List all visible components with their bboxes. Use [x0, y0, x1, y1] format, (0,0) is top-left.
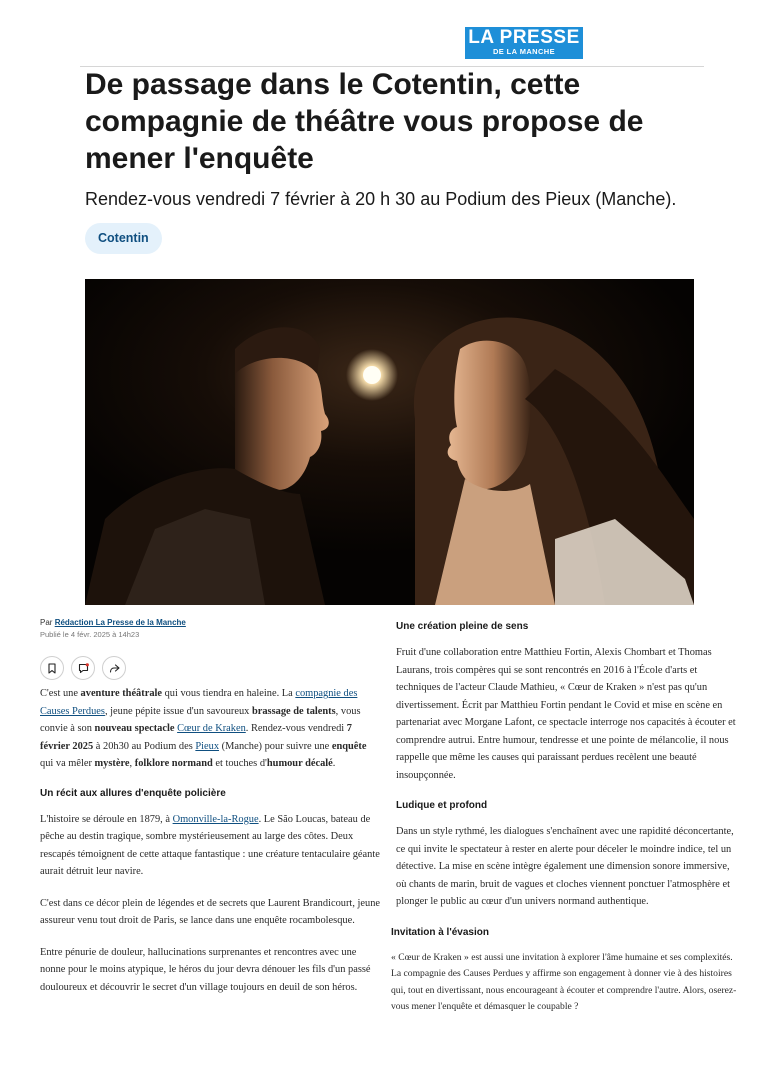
- article-subtitle: Rendez-vous vendredi 7 février à 20 h 30 au Podium des Pieux (Manche).: [85, 189, 677, 209]
- section-heading: Invitation à l'évasion: [391, 926, 489, 938]
- publish-date: Publié le 4 févr. 2025 à 14h23: [40, 630, 140, 639]
- byline: [40, 618, 186, 627]
- comment-button[interactable]: [71, 656, 95, 680]
- section-heading: Ludique et profond: [396, 800, 488, 811]
- author-link[interactable]: Rédaction La Presse de la Manche: [54, 618, 186, 627]
- bookmark-icon: [47, 663, 57, 674]
- link-omonville[interactable]: Omonville-la-Rogue: [172, 813, 259, 825]
- bookmark-button[interactable]: [40, 656, 64, 680]
- brand-logo-line1: LA PRESSE: [468, 27, 580, 48]
- share-icon: [109, 663, 120, 674]
- article-actions: [40, 656, 126, 680]
- share-button[interactable]: [102, 656, 126, 680]
- article-body-right: [391, 620, 740, 1031]
- section-heading: Une création pleine de sens: [396, 621, 529, 632]
- intro-paragraph: C'est une aventure théâtrale qui vous tiendra en haleine. La compagnie des Causes Perdues, jeune pépite issue d'un savoureux brassage de talents, vous convie à son nouveau spectacle Cœur de Kraken. Rendez-vous vendredi 7 février 2025 à 20h30 au Podium des Pieux (Manche) pour suivre une enquête qui va mêler mystère, folklore normand et touches d'humour décalé.: [40, 688, 367, 769]
- article-body-left: [40, 685, 382, 1010]
- link-coeur-de-kraken[interactable]: Cœur de Kraken: [177, 723, 246, 734]
- paragraph: Fruit d'une collaboration entre Matthieu Fortin, Alexis Chombart et Thomas Laurans, trois compères qui se sont rencontrés en 2016 à l'École d'arts et techniques de l'acteur Claude Mathieu, « Cœur de Kraken » n'est pas qu'un divertissement. Écrit par Matthieu Fortin pendant le Covid et mise en scène en partenariat avec Morgane Lafont, ce spectacle interroge nos capacités à écouter et comprendre autrui. Entre humour, tendresse et une pointe de mélancolie, il nous rappelle que même les causes qui paraissant perdues recèlent une beauté insoupçonnée.: [396, 647, 736, 781]
- paragraph: « Cœur de Kraken » est aussi une invitation à explorer l'âme humaine et ses complexités. La compagnie des Causes Perdues y affirme son engagement à donner vie à des histoires qui, tout en divertissant, nous encourageant à écouter et comprendre l'autre. Alors, oserez-vous mener l'enquête et démasquer le coupable ?: [391, 951, 737, 1012]
- paragraph: C'est dans ce décor plein de légendes et de secrets que Laurent Brandicourt, jeune assureur venu tout droit de Paris, se lance dans une enquête rocambolesque.: [40, 897, 381, 926]
- section-heading: Un récit aux allures d'enquête policière: [40, 787, 226, 799]
- paragraph: Dans un style rythmé, les dialogues s'enchaînent avec une rapidité déconcertante, ce qui invite le spectateur à rester en alerte pour déceler le moindre indice, tel un détective. La mise en scène intègre également une dimension sonore immersive, où chants de marin, bruit de vagues et cloches viennent ponctuer l'atmosphère et plonger le public au cœur d'un univers normand authentique.: [396, 826, 734, 907]
- paragraph: L'histoire se déroule en 1879, à Omonville-la-Rogue. Le São Loucas, bateau de pêche au destin tragique, sombre mystérieusement au large des côtes. Deux rescapés témoignent de cette attaque fantastique : une créature tentaculaire géante aurait détruit leur navire.: [40, 813, 380, 877]
- comment-icon: [78, 663, 89, 674]
- tag-cotentin[interactable]: Cotentin: [85, 223, 162, 254]
- link-compagnie[interactable]: compagnie des Causes Perdues: [40, 688, 358, 717]
- paragraph: Entre pénurie de douleur, hallucinations surprenantes et rencontres avec une nonne pour le moins atypique, le héros du jour devra dénouer les fils d'un passé douloureux et découvrir le secret d'un village toujours en deuil de son héros.: [40, 946, 371, 993]
- byline-prefix: Par: [40, 618, 53, 627]
- brand-logo[interactable]: [465, 27, 583, 59]
- article-photo: [85, 279, 694, 605]
- link-pieux[interactable]: Pieux: [195, 740, 220, 752]
- article-title: De passage dans le Cotentin, cette compagnie de théâtre vous propose de mener l'enquête: [85, 68, 644, 175]
- brand-logo-line2: DE LA MANCHE: [492, 47, 556, 56]
